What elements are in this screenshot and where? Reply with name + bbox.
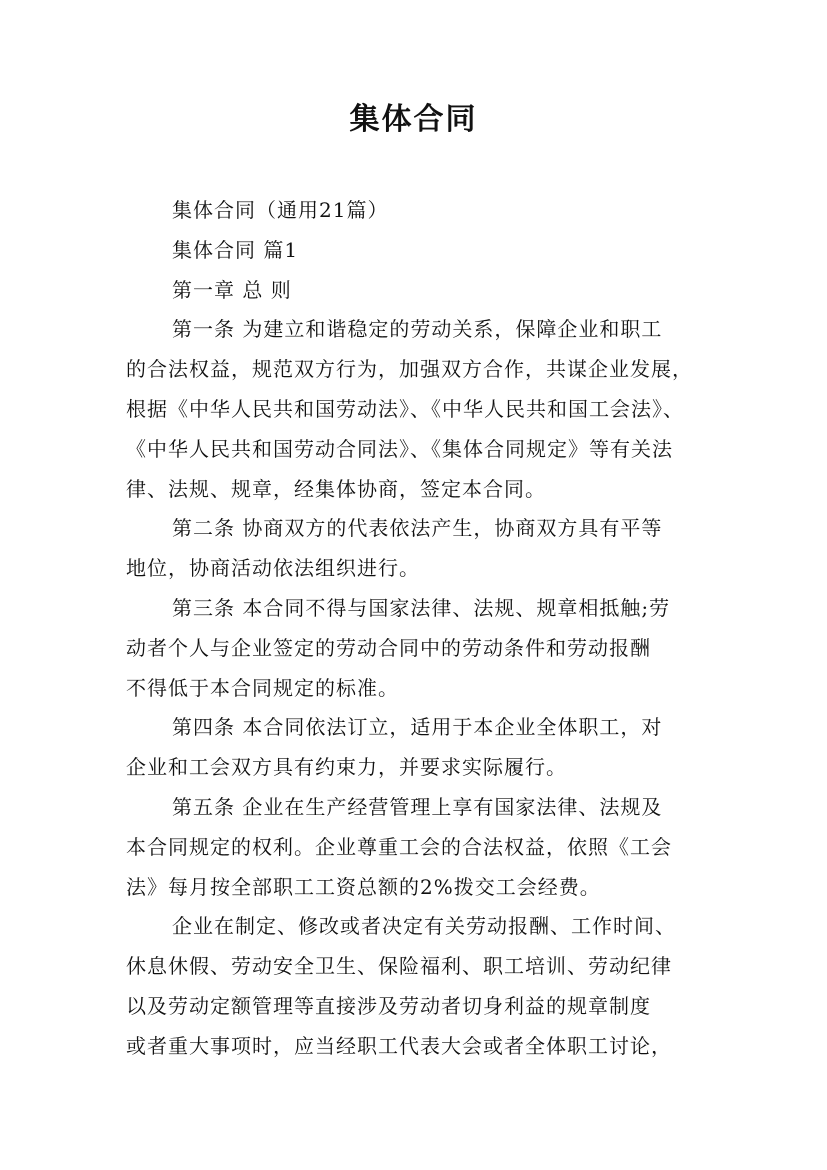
paragraph-line: 企业和工会双方具有约束力，并要求实际履行。 bbox=[126, 755, 567, 780]
paragraph-line: 企业在制定、修改或者决定有关劳动报酬、工作时间、 bbox=[172, 914, 676, 939]
paragraph-line: 的合法权益，规范双方行为，加强双方合作，共谋企业发展， bbox=[126, 357, 693, 382]
paragraph-line: 休息休假、劳动安全卫生、保险福利、职工培训、劳动纪律 bbox=[126, 954, 672, 979]
paragraph-line: 地位，协商活动依法组织进行。 bbox=[126, 556, 420, 581]
paragraph-line: 第三条 本合同不得与国家法律、法规、规章相抵触;劳 bbox=[172, 595, 671, 620]
paragraph-line: 第四条 本合同依法订立，适用于本企业全体职工，对 bbox=[172, 715, 663, 740]
paragraph-line: 以及劳动定额管理等直接涉及劳动者切身利益的规章制度 bbox=[126, 993, 651, 1018]
paragraph-line: 或者重大事项时，应当经职工代表大会或者全体职工讨论， bbox=[126, 1033, 672, 1058]
paragraph-line: 第二条 协商双方的代表依法产生，协商双方具有平等 bbox=[172, 516, 663, 541]
paragraph-line: 第一章 总 则 bbox=[172, 277, 292, 302]
paragraph-line: 本合同规定的权利。企业尊重工会的合法权益，依照《工会 bbox=[126, 834, 672, 859]
paragraph-line: 集体合同 篇1 bbox=[172, 237, 299, 262]
document-title: 集体合同 bbox=[349, 102, 478, 137]
paragraph-line: 律、法规、规章，经集体协商，签定本合同。 bbox=[126, 476, 546, 501]
paragraph-line: 法》每月按全部职工工资总额的2%拨交工会经费。 bbox=[126, 874, 601, 899]
paragraph-line: 《中华人民共和国劳动合同法》、《集体合同规定》等有关法 bbox=[126, 436, 673, 461]
document-body bbox=[126, 191, 726, 1067]
paragraph-line: 不得低于本合同规定的标准。 bbox=[126, 675, 399, 700]
paragraph-line: 集体合同（通用21篇） bbox=[172, 198, 389, 222]
paragraph-line: 第五条 企业在生产经营管理上享有国家法律、法规及 bbox=[172, 794, 663, 819]
paragraph-line: 动者个人与企业签定的劳动合同中的劳动条件和劳动报酬 bbox=[126, 635, 651, 660]
paragraph-line: 根据《中华人民共和国劳动法》、《中华人民共和国工会法》、 bbox=[126, 396, 684, 421]
paragraph-line: 第一条 为建立和谐稳定的劳动关系，保障企业和职工 bbox=[172, 317, 663, 342]
